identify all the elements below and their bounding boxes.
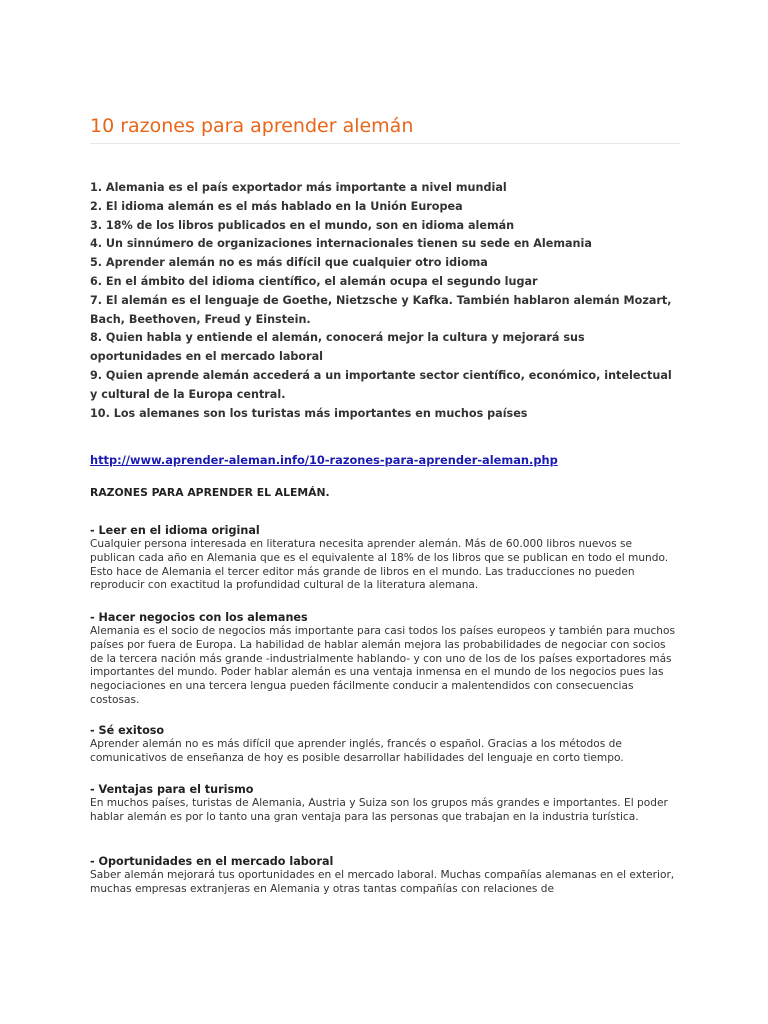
reason-item: 1. Alemania es el país exportador más importante a nivel mundial [90,181,507,194]
page-title: 10 razones para aprender alemán [90,115,414,137]
topic-body: Cualquier persona interesada en literatura necesita aprender alemán. Más de 60.000 libros nuevos se publican cada año en Alemania que es el equivalente al 18% de los libros que se publican en todo el mundo. Esto hace de Alemania el tercer editor más grande de libros en el mundo. Las traducciones no pueden reproducir con exactitud la profundidad cultural de la literatura alemana. [90,538,669,592]
topic-mercado-laboral [90,855,680,897]
reason-item: 10. Los alemanes son los turistas más importantes en muchos países [90,406,528,420]
topic-title: - Oportunidades en el mercado laboral [90,855,334,868]
reason-item: 9. Quien aprende alemán accederá a un importante sector científico, económico, intelectual y cultural de la Europa central. [90,368,672,401]
topic-ventajas-turismo [90,783,680,825]
topic-body: Alemania es el socio de negocios más importante para casi todos los países europeos y también para muchos países por fuera de Europa. La habilidad de hablar alemán mejora las probabilidades de negociar con socios de la tercera nación más grande -industrialmente hablando- y con uno de los de los países exportadores más importantes del mundo. Poder hablar alemán es una ventaja inmensa en el mundo de los negocios pues las negociaciones en una tercera lengua pueden fácilmente conducir a malentendidos con consecuencias costosas. [90,625,676,706]
topic-title: - Hacer negocios con los alemanes [90,611,308,624]
topic-title: - Ventajas para el turismo [90,783,254,796]
source-link[interactable]: http://www.aprender-aleman.info/10-razones-para-aprender-aleman.php [90,453,558,467]
reason-item: 8. Quien habla y entiende el alemán, conocerá mejor la cultura y mejorará sus oportunidades en el mercado laboral [90,331,585,364]
topic-leer-idioma-original [90,524,680,593]
reason-item: 5. Aprender alemán no es más difícil que cualquier otro idioma [90,256,488,270]
reason-item: 6. En el ámbito del idioma científico, el alemán ocupa el segundo lugar [90,274,538,288]
topic-body: Aprender alemán no es más difícil que aprender inglés, francés o español. Gracias a los métodos de comunicativos de enseñanza de hoy es posible desarrollar habilidades del lenguaje en corto tiempo. [90,738,624,764]
topic-se-exitoso [90,724,680,766]
topic-body: En muchos países, turistas de Alemania, Austria y Suiza son los grupos más grandes e importantes. El poder hablar alemán es por lo tanto una gran ventaja para las personas que trabajan en la industria turística. [90,797,668,823]
section-heading: RAZONES PARA APRENDER EL ALEMÁN. [90,486,330,499]
topic-hacer-negocios [90,611,680,708]
title-divider [90,143,680,144]
topic-title: - Leer en el idioma original [90,524,260,537]
reason-item: 4. Un sinnúmero de organizaciones internacionales tienen su sede en Alemania [90,237,592,251]
reason-item: 7. El alemán es el lenguaje de Goethe, Nietzsche y Kafka. También hablaron alemán Mozart, Bach, Beethoven, Freud y Einstein. [90,293,672,326]
topic-title: - Sé exitoso [90,724,165,737]
reason-item: 2. El idioma alemán es el más hablado en la Unión Europea [90,199,463,213]
reasons-list [90,179,680,423]
reason-item: 3. 18% de los libros publicados en el mundo, son en idioma alemán [90,218,515,232]
topic-body: Saber alemán mejorará tus oportunidades en el mercado laboral. Muchas compañías alemanas en el exterior, muchas empresas extranjeras en Alemania y otras tantas compañías con relaciones de [90,869,675,895]
